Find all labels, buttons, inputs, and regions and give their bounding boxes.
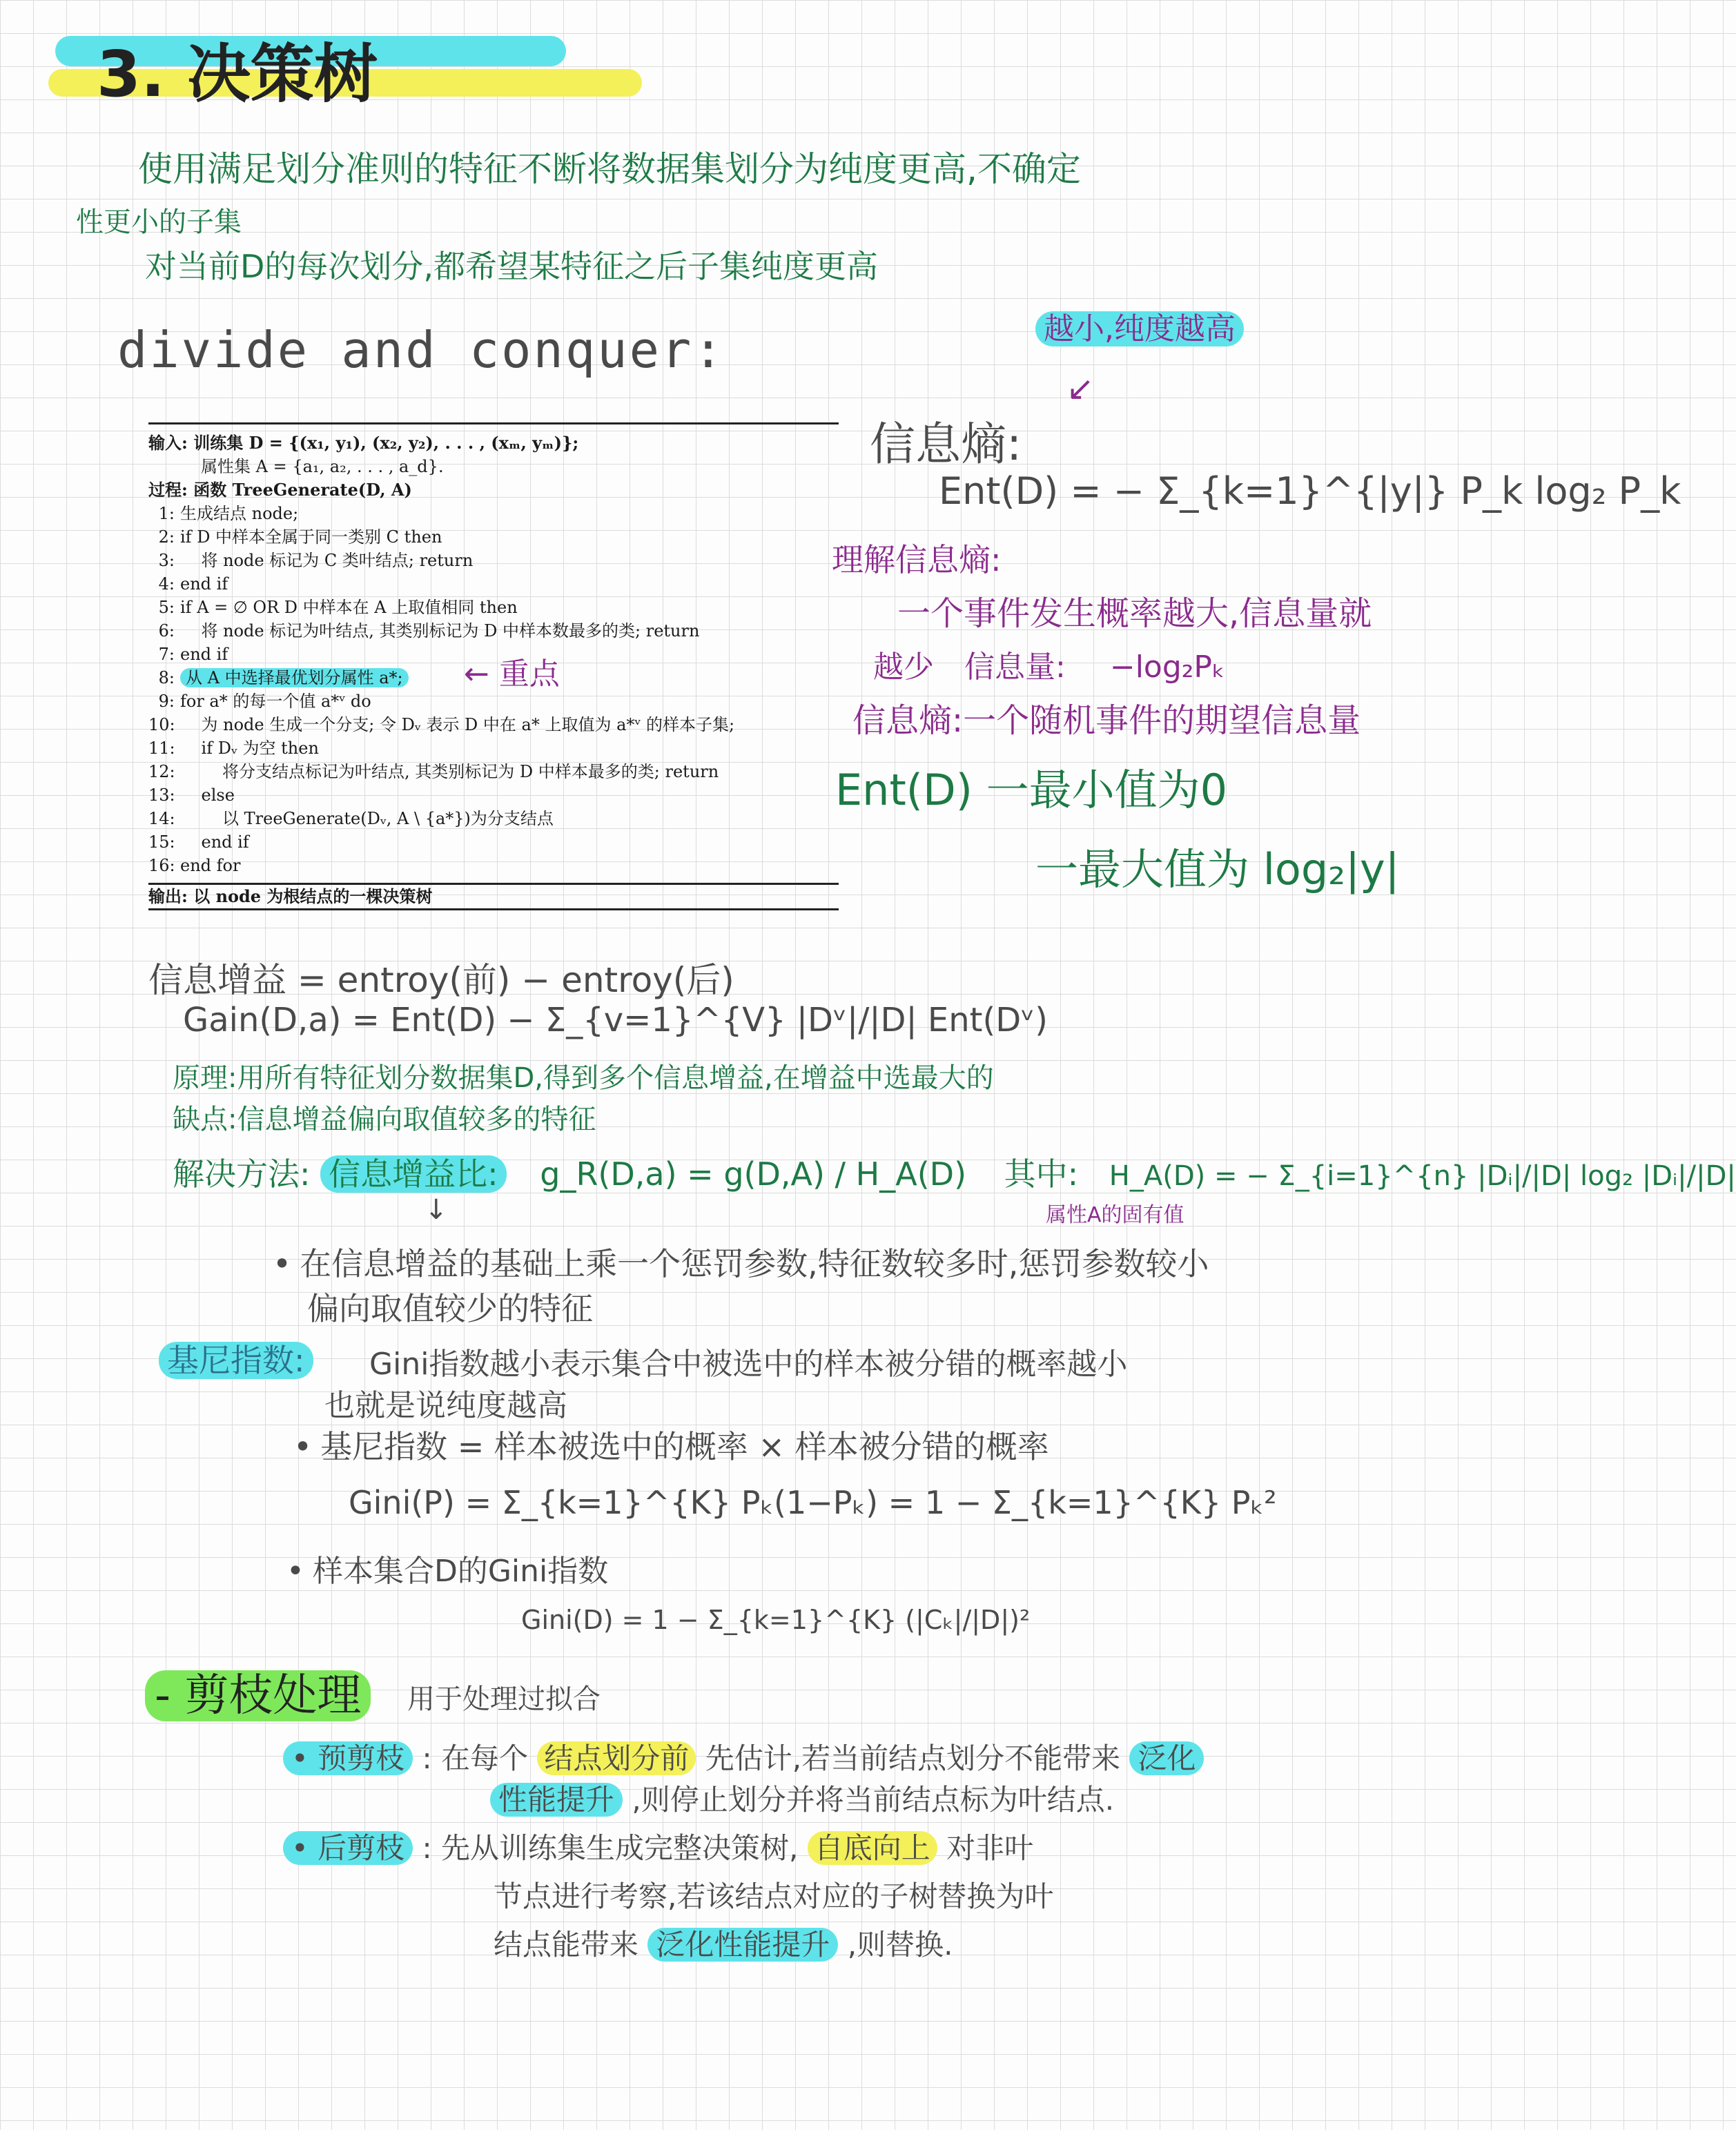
intro-line-1: 使用满足划分准则的特征不断将数据集划分为纯度更高,不确定 — [138, 149, 1081, 189]
post-pruning-text-d: 结点能带来 — [494, 1928, 639, 1962]
pre-pruning-highlight-2: 泛化 — [1129, 1741, 1204, 1775]
algorithm-step-line — [148, 854, 839, 877]
algorithm-step-number: 4: — [158, 574, 175, 594]
algorithm-step-text: end if — [180, 832, 249, 852]
gain-ratio-formula: g_R(D,a) = g(D,A) / H_A(D) — [540, 1155, 967, 1193]
algorithm-step-text: for a* 的每一个值 a*ᵛ do — [180, 692, 371, 711]
entropy-understand-line-2 — [873, 642, 1225, 686]
post-pruning-highlight-1: 自底向上 — [808, 1831, 937, 1865]
algorithm-input-2: 属性集 A = {a₁, a₂, . . . , a_d}. — [201, 457, 444, 476]
understand-entropy-label: 理解信息熵: — [832, 541, 1002, 578]
algorithm-step-number: 1: — [158, 504, 175, 523]
gain-definition: 信息增益 = entroy(前) − entroy(后) — [148, 960, 734, 1000]
gini-desc-1: Gini指数越小表示集合中被选中的样本被分错的概率越小 — [369, 1347, 1128, 1382]
algorithm-step-text: 从 A 中选择最优划分属性 a*; — [180, 668, 409, 687]
gain-solution-row — [173, 1149, 1736, 1195]
pre-pruning-label-wrap: • 预剪枝 — [283, 1741, 413, 1775]
algorithm-step-number: 12: — [148, 762, 175, 781]
algorithm-step-text: end if — [180, 574, 228, 594]
post-pruning-text-c: 对非叶 — [946, 1831, 1034, 1865]
algorithm-step-line — [148, 549, 839, 572]
algorithm-input-1: 输入: 训练集 D = {(x₁, y₁), (x₂, y₂), . . . , (xₘ, yₘ)}; — [148, 433, 579, 453]
pruning-desc: 用于处理过拟合 — [407, 1683, 601, 1715]
pre-pruning-line-1 — [283, 1736, 1204, 1777]
algorithm-step-line — [148, 572, 839, 596]
algorithm-step-line — [148, 760, 839, 783]
algorithm-step-line — [148, 713, 839, 736]
algorithm-step-number: 11: — [148, 739, 175, 758]
algorithm-step-line — [148, 807, 839, 830]
pre-pruning-text-e: ,则停止划分并将当前结点标为叶结点. — [632, 1783, 1115, 1817]
algorithm-step-line — [148, 783, 839, 807]
algorithm-step-line — [148, 690, 839, 713]
gain-formula: Gain(D,a) = Ent(D) − Σ_{v=1}^{V} |Dᵛ|/|D| Ent(Dᵛ) — [183, 1001, 1048, 1039]
pre-pruning-text-a: : 在每个 — [422, 1741, 529, 1775]
title-block — [55, 28, 378, 119]
algorithm-step-number: 7: — [158, 645, 175, 664]
algorithm-step-line — [148, 830, 839, 854]
intrinsic-value-formula: H_A(D) = − Σ_{i=1}^{n} |Dᵢ|/|D| log₂ |Dᵢ|/|D| — [1109, 1160, 1736, 1192]
entropy-less-text: 越少 — [873, 649, 934, 685]
algorithm-step-number: 9: — [158, 692, 175, 711]
entropy-understand-line-3: 信息熵:一个随机事件的期望信息量 — [852, 701, 1361, 740]
post-pruning-text-e: ,则替换. — [847, 1928, 953, 1962]
algorithm-step-number: 5: — [158, 598, 175, 617]
algorithm-step-number: 10: — [148, 715, 175, 734]
pre-pruning-line-2 — [490, 1777, 1114, 1819]
gain-principle: 原理:用所有特征划分数据集D,得到多个信息增益,在增益中选最大的 — [173, 1062, 994, 1094]
algorithm-step-text: end for — [180, 856, 241, 875]
post-pruning-highlight-2: 泛化性能提升 — [647, 1928, 838, 1962]
page-title: 3. 决策树 — [97, 37, 378, 111]
gini-formula-1: Gini(P) = Σ_{k=1}^{K} Pₖ(1−Pₖ) = 1 − Σ_{k=1}^{K} Pₖ² — [349, 1484, 1277, 1521]
post-pruning-line-3 — [494, 1922, 953, 1964]
algorithm-step-text: 以 TreeGenerate(Dᵥ, A \ {a*})为分支结点 — [180, 809, 554, 828]
information-label: 信息量: — [964, 649, 1066, 685]
pre-pruning-label: 预剪枝 — [318, 1741, 405, 1775]
gain-bullet-1: • 在信息增益的基础上乘一个惩罚参数,特征数较多时,惩罚参数较小 — [273, 1239, 1209, 1284]
intrinsic-value-note: 属性A的固有值 — [1046, 1203, 1184, 1227]
intro-line-3: 对当前D的每次划分,都希望某特征之后子集纯度更高 — [145, 248, 879, 285]
algorithm-step-number: 14: — [148, 809, 175, 828]
entropy-max: 一最大值为 log₂|y| — [1035, 844, 1400, 895]
entropy-understand-line-1: 一个事件发生概率越大,信息量就 — [897, 594, 1372, 633]
algorithm-step-text: 将 node 标记为叶结点, 其类别标记为 D 中样本数最多的类; return — [180, 621, 700, 641]
algorithm-step-text: if A = ∅ OR D 中样本在 A 上取值相同 then — [180, 598, 518, 617]
algorithm-process: 过程: 函数 TreeGenerate(D, A) — [148, 480, 412, 500]
post-pruning-label: 后剪枝 — [318, 1831, 405, 1865]
pruning-label: 剪枝处理 — [184, 1670, 362, 1721]
gini-label: 基尼指数: — [159, 1342, 313, 1379]
information-formula: −log₂Pₖ — [1109, 649, 1225, 685]
post-pruning-line-2: 节点进行考察,若该结点对应的子树替换为叶 — [494, 1879, 1054, 1913]
key-point-note: ← 重点 — [464, 656, 560, 692]
where-label: 其中: — [1004, 1155, 1079, 1193]
algorithm-step-text: end if — [180, 645, 228, 664]
gini-label-wrap — [159, 1336, 313, 1381]
algorithm-step-text: if D 中样本全属于同一类别 C then — [180, 527, 442, 547]
post-pruning-line-1 — [283, 1826, 1033, 1867]
post-pruning-label-wrap: • 后剪枝 — [283, 1831, 413, 1865]
callout-arrow-icon: ↙ — [1066, 369, 1095, 408]
gini-formula-2: Gini(D) = 1 − Σ_{k=1}^{K} (|Cₖ|/|D|)² — [521, 1605, 1031, 1635]
gain-bullet-1-cont: 偏向取值较少的特征 — [307, 1290, 593, 1327]
post-pruning-text-a: : 先从训练集生成完整决策树, — [422, 1831, 799, 1865]
algorithm-step-text: 将分支结点标记为叶结点, 其类别标记为 D 中样本最多的类; return — [180, 762, 719, 781]
entropy-label: 信息熵: — [870, 418, 1022, 471]
algorithm-step-line — [148, 596, 839, 619]
entropy-min: Ent(D) 一最小值为0 — [835, 765, 1228, 815]
pre-pruning-highlight-3: 性能提升 — [490, 1783, 623, 1817]
entropy-callout-text: 越小,纯度越高 — [1035, 311, 1244, 346]
pruning-heading: - 剪枝处理 — [145, 1670, 371, 1721]
algorithm-bottom-rule — [148, 908, 839, 910]
pre-pruning-text-c: 先估计,若当前结点划分不能带来 — [705, 1741, 1121, 1775]
algorithm-step-text: 为 node 生成一个分支; 令 Dᵥ 表示 D 中在 a* 上取值为 a*ᵛ 的样本子集; — [180, 715, 735, 734]
algorithm-step-text: else — [180, 785, 235, 805]
algorithm-step-number: 8: — [158, 668, 175, 687]
entropy-callout — [1035, 304, 1244, 348]
algorithm-step-line — [148, 525, 839, 549]
algorithm-step-number: 2: — [158, 527, 175, 547]
algorithm-step-text: if Dᵥ 为空 then — [180, 739, 319, 758]
algorithm-step-text: 将 node 标记为 C 类叶结点; return — [180, 551, 474, 570]
algorithm-step-line — [148, 502, 839, 525]
algorithm-step-number: 13: — [148, 785, 175, 805]
entropy-formula: Ent(D) = − Σ_{k=1}^{|y|} P_k log₂ P_k — [939, 469, 1681, 513]
gini-bullet-2: • 样本集合D的Gini指数 — [286, 1546, 608, 1590]
algorithm-step-number: 3: — [158, 551, 175, 570]
algorithm-step-line — [148, 619, 839, 643]
algorithm-output: 输出: 以 node 为根结点的一棵决策树 — [148, 886, 433, 906]
gini-bullet-1: • 基尼指数 = 样本被选中的概率 × 样本被分错的概率 — [293, 1422, 1049, 1467]
algorithm-step-number: 16: — [148, 856, 175, 875]
gain-ratio-term: 信息增益比: — [320, 1155, 507, 1193]
algorithm-step-text: 生成结点 node; — [180, 504, 299, 523]
gini-desc-2: 也就是说纯度越高 — [324, 1388, 567, 1423]
algorithm-step-line — [148, 736, 839, 760]
pruning-heading-wrap — [145, 1660, 371, 1723]
intro-line-2: 性更小的子集 — [76, 206, 242, 238]
gain-weakness: 缺点:信息增益偏向取值较多的特征 — [173, 1104, 596, 1135]
solution-label: 解决方法: — [173, 1155, 311, 1193]
pre-pruning-highlight-1: 结点划分前 — [537, 1741, 696, 1775]
down-arrow-icon: ↓ — [425, 1194, 448, 1226]
divide-and-conquer-heading: divide and conquer: — [117, 321, 725, 379]
algorithm-step-number: 15: — [148, 832, 175, 852]
algorithm-step-number: 6: — [158, 621, 175, 641]
